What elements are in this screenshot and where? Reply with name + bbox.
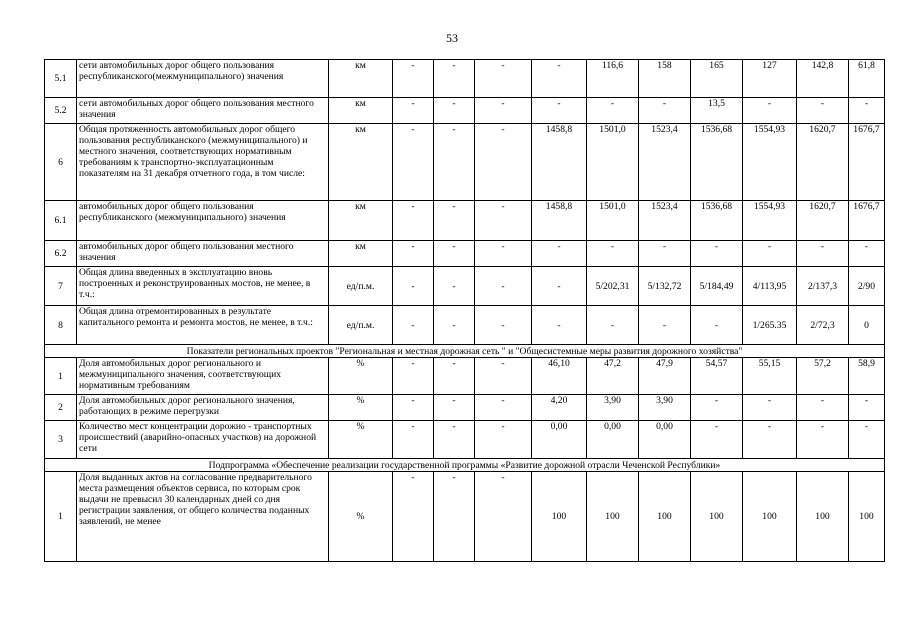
value-cell: -	[434, 241, 475, 267]
indicator-name: автомобильных дорог общего пользования местного значения	[77, 241, 329, 267]
value-cell: -	[475, 306, 532, 345]
value-cell: -	[691, 306, 743, 345]
table-row	[45, 395, 885, 421]
value-cell: 1458,8	[532, 124, 587, 201]
value-cell: -	[743, 421, 797, 459]
unit-cell: ед/п.м.	[329, 306, 393, 345]
value-cell: -	[849, 98, 885, 124]
value-cell: -	[393, 306, 434, 345]
row-number: 1	[45, 472, 77, 562]
value-cell: -	[691, 421, 743, 459]
indicator-name: автомобильных дорог общего пользования республиканского (межмуниципального) значения	[77, 201, 329, 241]
value-cell: -	[475, 267, 532, 306]
value-cell: 2/137,3	[797, 267, 849, 306]
value-cell: -	[797, 241, 849, 267]
value-cell: -	[393, 472, 434, 562]
section-header-row	[45, 345, 885, 358]
value-cell: 58,9	[849, 358, 885, 395]
value-cell: 1554,93	[743, 124, 797, 201]
value-cell: -	[475, 472, 532, 562]
row-number: 3	[45, 421, 77, 459]
value-cell: -	[475, 60, 532, 98]
table-row	[45, 60, 885, 98]
value-cell: -	[475, 421, 532, 459]
value-cell: 3,90	[587, 395, 639, 421]
value-cell: -	[532, 267, 587, 306]
value-cell: 54,57	[691, 358, 743, 395]
value-cell: -	[797, 395, 849, 421]
value-cell: -	[434, 267, 475, 306]
value-cell: -	[393, 241, 434, 267]
table-row	[45, 98, 885, 124]
value-cell: 55,15	[743, 358, 797, 395]
value-cell: -	[393, 395, 434, 421]
unit-cell: км	[329, 98, 393, 124]
value-cell: 100	[532, 472, 587, 562]
value-cell: 1620,7	[797, 201, 849, 241]
value-cell: 0,00	[587, 421, 639, 459]
value-cell: 1676,7	[849, 124, 885, 201]
value-cell: -	[587, 98, 639, 124]
value-cell: 1501,0	[587, 124, 639, 201]
value-cell: -	[434, 124, 475, 201]
table-row	[45, 358, 885, 395]
value-cell: -	[434, 358, 475, 395]
value-cell: 1501,0	[587, 201, 639, 241]
value-cell: -	[434, 472, 475, 562]
value-cell: -	[434, 201, 475, 241]
unit-cell: %	[329, 358, 393, 395]
value-cell: 142,8	[797, 60, 849, 98]
unit-cell: км	[329, 201, 393, 241]
section-header-row	[45, 459, 885, 472]
value-cell: -	[393, 421, 434, 459]
value-cell: -	[691, 241, 743, 267]
value-cell: -	[475, 98, 532, 124]
value-cell: -	[532, 241, 587, 267]
value-cell: 4,20	[532, 395, 587, 421]
indicator-name: Общая длина отремонтированных в результате капитального ремонта и ремонта мостов, не менее, в т.ч.:	[77, 306, 329, 345]
indicator-name: Общая протяженность автомобильных дорог общего пользования республиканского (межмуниципального) и местного значения, соответствующих нормативным требованиям к транспортно-эксплуатационным показателям на 31 декабря отчетного года, в том числе:	[77, 124, 329, 201]
value-cell: 5/132,72	[639, 267, 691, 306]
table-row	[45, 241, 885, 267]
value-cell: 47,9	[639, 358, 691, 395]
indicator-name: Общая длина введенных в эксплуатацию вновь построенных и реконструированных мостов, не менее, в т.ч.:	[77, 267, 329, 306]
value-cell: -	[639, 98, 691, 124]
value-cell: 1458,8	[532, 201, 587, 241]
value-cell: -	[393, 201, 434, 241]
indicator-name: Доля автомобильных дорог регионального и межмуниципального значения, соответствующих нормативным требованиям	[77, 358, 329, 395]
table-row	[45, 267, 885, 306]
value-cell: -	[743, 98, 797, 124]
value-cell: 0	[849, 306, 885, 345]
unit-cell: %	[329, 395, 393, 421]
indicator-name: сети автомобильных дорог общего пользования местного значения	[77, 98, 329, 124]
value-cell: 100	[849, 472, 885, 562]
value-cell: -	[434, 421, 475, 459]
row-number: 6.2	[45, 241, 77, 267]
value-cell: 2/72,3	[797, 306, 849, 345]
value-cell: 127	[743, 60, 797, 98]
value-cell: 158	[639, 60, 691, 98]
value-cell: -	[393, 124, 434, 201]
table-row	[45, 201, 885, 241]
indicators-table	[44, 59, 885, 562]
value-cell: 57,2	[797, 358, 849, 395]
value-cell: -	[532, 98, 587, 124]
value-cell: -	[532, 306, 587, 345]
indicator-name: Доля автомобильных дорог регионального значения, работающих в режиме перегрузки	[77, 395, 329, 421]
row-number: 6.1	[45, 201, 77, 241]
value-cell: -	[743, 241, 797, 267]
value-cell: 1523,4	[639, 124, 691, 201]
value-cell: -	[475, 124, 532, 201]
value-cell: -	[434, 60, 475, 98]
value-cell: -	[475, 201, 532, 241]
row-number: 5.2	[45, 98, 77, 124]
value-cell: 47,2	[587, 358, 639, 395]
indicator-name: сети автомобильных дорог общего пользования республиканского(межмуниципального) значения	[77, 60, 329, 98]
value-cell: 3,90	[639, 395, 691, 421]
row-number: 5.1	[45, 60, 77, 98]
unit-cell: %	[329, 421, 393, 459]
value-cell: -	[434, 98, 475, 124]
page-number: 53	[446, 31, 458, 45]
table-row	[45, 124, 885, 201]
value-cell: 13,5	[691, 98, 743, 124]
row-number: 6	[45, 124, 77, 201]
value-cell: 5/184,49	[691, 267, 743, 306]
unit-cell: км	[329, 60, 393, 98]
value-cell: 100	[691, 472, 743, 562]
unit-cell: %	[329, 472, 393, 562]
value-cell: -	[849, 421, 885, 459]
value-cell: 0,00	[639, 421, 691, 459]
value-cell: -	[434, 306, 475, 345]
value-cell: -	[797, 421, 849, 459]
unit-cell: км	[329, 241, 393, 267]
value-cell: 100	[743, 472, 797, 562]
unit-cell: ед/п.м.	[329, 267, 393, 306]
value-cell: -	[849, 395, 885, 421]
value-cell: 46,10	[532, 358, 587, 395]
value-cell: 5/202,31	[587, 267, 639, 306]
section-title: Показатели региональных проектов "Региональная и местная дорожная сеть " и "Общесистемные меры развития дорожного хозяйства"	[45, 345, 885, 358]
value-cell: -	[475, 395, 532, 421]
value-cell: -	[532, 60, 587, 98]
value-cell: 1536,68	[691, 201, 743, 241]
value-cell: -	[393, 267, 434, 306]
row-number: 2	[45, 395, 77, 421]
value-cell: 1676,7	[849, 201, 885, 241]
value-cell: 4/113,95	[743, 267, 797, 306]
value-cell: -	[587, 241, 639, 267]
value-cell: -	[393, 358, 434, 395]
indicator-name: Количество мест концентрации дорожно - транспортных происшествий (аварийно-опасных участков) на дорожной сети	[77, 421, 329, 459]
row-number: 8	[45, 306, 77, 345]
value-cell: -	[639, 306, 691, 345]
value-cell: 100	[797, 472, 849, 562]
value-cell: 1523,4	[639, 201, 691, 241]
value-cell: 2/90	[849, 267, 885, 306]
row-number: 7	[45, 267, 77, 306]
unit-cell: км	[329, 124, 393, 201]
value-cell: 100	[639, 472, 691, 562]
value-cell: -	[475, 241, 532, 267]
row-number: 1	[45, 358, 77, 395]
table-row	[45, 306, 885, 345]
value-cell: 1/265.35	[743, 306, 797, 345]
value-cell: -	[639, 241, 691, 267]
value-cell: 1620,7	[797, 124, 849, 201]
value-cell: 1554,93	[743, 201, 797, 241]
value-cell: -	[691, 395, 743, 421]
table-row	[45, 421, 885, 459]
value-cell: -	[393, 60, 434, 98]
table-row	[45, 472, 885, 562]
value-cell: 100	[587, 472, 639, 562]
indicator-name: Доля выданных актов на согласование предварительного места размещения объектов сервиса, по которым срок выдачи не превысил 30 календарных дней со дня регистрации заявления, от общего количества поданных заявлений, не менее	[77, 472, 329, 562]
value-cell: -	[743, 395, 797, 421]
value-cell: 1536,68	[691, 124, 743, 201]
value-cell: 61,8	[849, 60, 885, 98]
value-cell: -	[434, 395, 475, 421]
value-cell: -	[475, 358, 532, 395]
value-cell: -	[587, 306, 639, 345]
section-title: Подпрограмма «Обеспечение реализации государственной программы «Развитие дорожной отрасли Чеченской Республики»	[45, 459, 885, 472]
value-cell: -	[797, 98, 849, 124]
value-cell: -	[849, 241, 885, 267]
value-cell: 0,00	[532, 421, 587, 459]
value-cell: -	[393, 98, 434, 124]
value-cell: 116,6	[587, 60, 639, 98]
value-cell: 165	[691, 60, 743, 98]
